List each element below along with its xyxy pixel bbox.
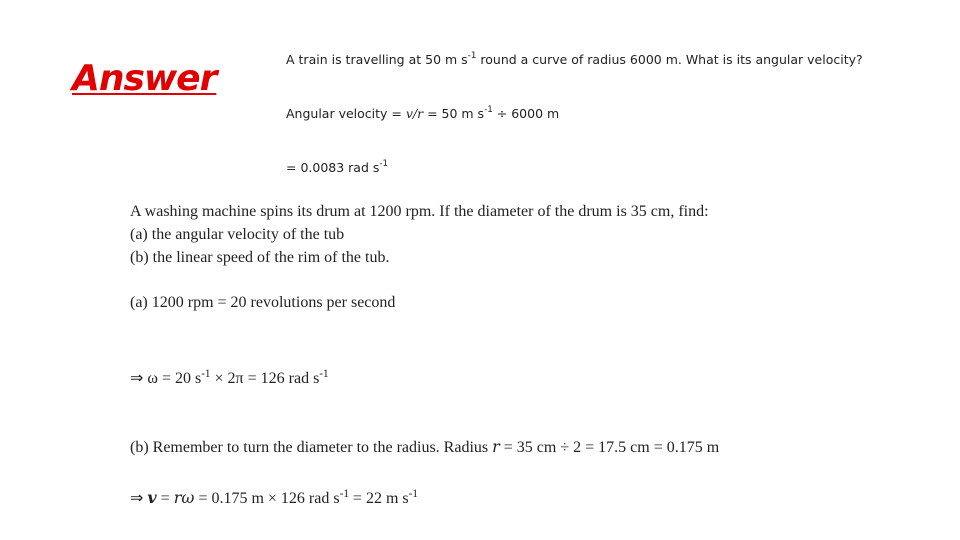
train-question-text: A train is travelling at 50 m s <box>286 52 468 67</box>
answer-a-sup-2: -1 <box>319 368 329 380</box>
train-question-sup: -1 <box>467 51 477 61</box>
step-2-text: = 0.0083 rad s <box>286 160 380 175</box>
train-step-1 <box>286 106 559 121</box>
answer-b-mid: = 0.175 m × 126 rad s <box>194 490 340 507</box>
answer-b-radius: = 35 cm ÷ 2 = 17.5 cm = 0.175 m <box>499 439 720 456</box>
washing-question-line-3: (b) the linear speed of the rim of the tub. <box>130 249 390 266</box>
washing-question-line-1: A washing machine spins its drum at 1200 rpm. If the diameter of the drum is 35 cm, find: <box>130 203 709 220</box>
answer-b-sup-1: -1 <box>339 488 349 500</box>
step-1-end: ÷ 6000 m <box>492 106 560 121</box>
answer-b-eq: = <box>156 490 174 507</box>
train-step-2 <box>286 160 388 175</box>
answer-b-text: (b) Remember to turn the diameter to the radius. Radius <box>130 439 493 456</box>
step-1-label: Angular velocity = <box>286 106 406 121</box>
answer-b-v: v <box>147 488 157 507</box>
answer-b-sup-2: -1 <box>408 488 418 500</box>
answer-a-omega: ⇒ ω = 20 s <box>130 370 202 387</box>
step-1-mid: = 50 m s <box>423 106 485 121</box>
answer-a-line-2 <box>130 368 329 388</box>
answer-a-sup-1: -1 <box>201 368 211 380</box>
slide-title: Answer <box>72 58 217 99</box>
answer-b-line-1 <box>130 437 719 457</box>
step-2-sup: -1 <box>379 159 389 169</box>
washing-question-line-2: (a) the angular velocity of the tub <box>130 226 345 243</box>
answer-b-arrow: ⇒ <box>130 490 148 507</box>
train-question <box>286 52 863 67</box>
step-1-sup: -1 <box>484 105 493 115</box>
step-1-formula: v/r <box>405 106 424 121</box>
answer-b-var: r <box>492 437 500 456</box>
answer-b-rw: rω <box>173 488 195 507</box>
answer-b-result: = 22 m s <box>348 490 409 507</box>
train-question-text-end: round a curve of radius 6000 m. What is its angular velocity? <box>476 52 863 67</box>
answer-b-line-2 <box>130 488 418 508</box>
answer-a-line-1: (a) 1200 rpm = 20 revolutions per second <box>130 294 396 311</box>
answer-a-result: × 2π = 126 rad s <box>210 370 320 387</box>
